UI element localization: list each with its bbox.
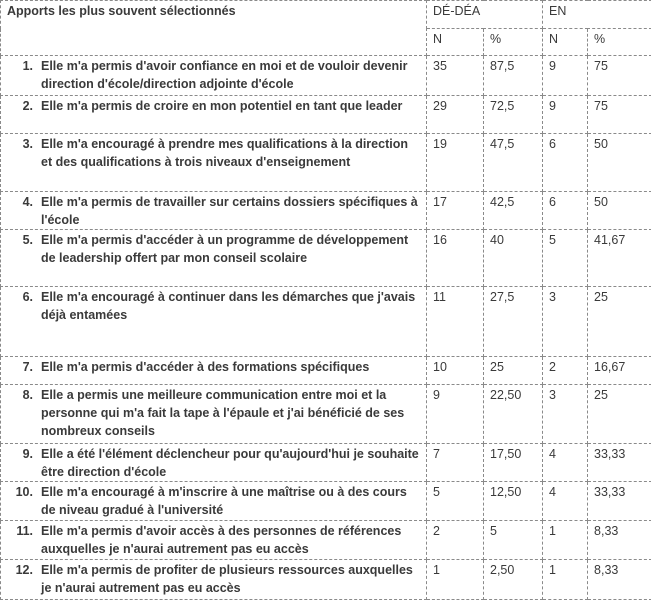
en-pct-cell: 25 xyxy=(588,385,651,444)
header-title: Apports les plus souvent sélectionnés xyxy=(1,1,427,56)
header-row xyxy=(1,1,651,29)
dea-pct-cell: 27,5 xyxy=(484,287,543,357)
en-pct-cell: 33,33 xyxy=(588,444,651,482)
item-number: 6. xyxy=(22,290,33,304)
item-cell xyxy=(1,385,427,444)
en-n-cell: 6 xyxy=(543,134,588,192)
header-group-en: EN xyxy=(543,1,651,29)
item-text: Elle m'a encouragé à m'inscrire à une maîtrise ou à des cours de niveau gradué à l'université xyxy=(41,485,407,517)
header-en-pct: % xyxy=(588,29,651,56)
dea-n-cell: 35 xyxy=(427,56,484,96)
en-n-cell: 1 xyxy=(543,560,588,600)
en-n-cell: 1 xyxy=(543,521,588,560)
en-n-cell: 4 xyxy=(543,482,588,521)
table-row xyxy=(1,444,651,482)
dea-n-cell: 5 xyxy=(427,482,484,521)
dea-n-cell: 7 xyxy=(427,444,484,482)
item-cell xyxy=(1,230,427,287)
item-text: Elle m'a permis de travailler sur certains dossiers spécifiques à l'école xyxy=(41,195,418,227)
item-cell xyxy=(1,56,427,96)
item-text: Elle m'a permis d'avoir accès à des personnes de références auxquelles je n'aurai autrement pas eu accès xyxy=(41,524,402,556)
dea-pct-cell: 25 xyxy=(484,357,543,385)
item-text: Elle m'a permis de croire en mon potentiel en tant que leader xyxy=(41,99,403,113)
dea-pct-cell: 40 xyxy=(484,230,543,287)
item-cell xyxy=(1,96,427,134)
header-en-n: N xyxy=(543,29,588,56)
en-pct-cell: 75 xyxy=(588,96,651,134)
dea-pct-cell: 87,5 xyxy=(484,56,543,96)
item-number: 11. xyxy=(16,524,33,538)
item-cell xyxy=(1,287,427,357)
dea-pct-cell: 17,50 xyxy=(484,444,543,482)
item-number: 3. xyxy=(22,137,33,151)
dea-n-cell: 11 xyxy=(427,287,484,357)
item-text: Elle m'a permis d'accéder à des formations spécifiques xyxy=(41,360,370,374)
en-pct-cell: 75 xyxy=(588,56,651,96)
item-text: Elle m'a permis de profiter de plusieurs ressources auxquelles je n'aurai autrement pas eu accès xyxy=(41,563,413,595)
item-cell xyxy=(1,357,427,385)
en-n-cell: 4 xyxy=(543,444,588,482)
item-cell xyxy=(1,134,427,192)
item-number: 8. xyxy=(22,388,33,402)
en-n-cell: 6 xyxy=(543,192,588,230)
table-row xyxy=(1,482,651,521)
dea-pct-cell: 5 xyxy=(484,521,543,560)
en-pct-cell: 8,33 xyxy=(588,521,651,560)
header-group-dea: DÉ-DÉA xyxy=(427,1,543,29)
item-cell xyxy=(1,560,427,600)
item-number: 9. xyxy=(22,447,33,461)
en-pct-cell: 25 xyxy=(588,287,651,357)
table-row xyxy=(1,96,651,134)
en-n-cell: 3 xyxy=(543,385,588,444)
en-n-cell: 3 xyxy=(543,287,588,357)
table-row xyxy=(1,357,651,385)
en-pct-cell: 50 xyxy=(588,192,651,230)
dea-n-cell: 2 xyxy=(427,521,484,560)
dea-n-cell: 10 xyxy=(427,357,484,385)
item-text: Elle m'a permis d'accéder à un programme de développement de leadership offert par mon conseil scolaire xyxy=(41,233,409,265)
header-dea-pct: % xyxy=(484,29,543,56)
table-row xyxy=(1,56,651,96)
en-pct-cell: 33,33 xyxy=(588,482,651,521)
item-number: 12. xyxy=(15,563,33,577)
item-text: Elle m'a permis d'avoir confiance en moi et de vouloir devenir direction d'école/direction adjointe d'école xyxy=(41,59,408,91)
item-number: 5. xyxy=(22,233,33,247)
dea-pct-cell: 47,5 xyxy=(484,134,543,192)
table-row xyxy=(1,134,651,192)
item-cell xyxy=(1,482,427,521)
en-n-cell: 9 xyxy=(543,56,588,96)
dea-n-cell: 19 xyxy=(427,134,484,192)
dea-n-cell: 16 xyxy=(427,230,484,287)
dea-pct-cell: 22,50 xyxy=(484,385,543,444)
dea-n-cell: 9 xyxy=(427,385,484,444)
en-n-cell: 5 xyxy=(543,230,588,287)
en-n-cell: 2 xyxy=(543,357,588,385)
item-number: 4. xyxy=(22,195,33,209)
dea-pct-cell: 72,5 xyxy=(484,96,543,134)
item-cell xyxy=(1,521,427,560)
table-row xyxy=(1,192,651,230)
table-row xyxy=(1,560,651,600)
item-cell xyxy=(1,192,427,230)
table-row xyxy=(1,230,651,287)
dea-n-cell: 17 xyxy=(427,192,484,230)
dea-pct-cell: 42,5 xyxy=(484,192,543,230)
en-pct-cell: 41,67 xyxy=(588,230,651,287)
table-row xyxy=(1,287,651,357)
item-text: Elle m'a encouragé à prendre mes qualifications à la direction et des qualifications à trois niveaux d'enseignement xyxy=(41,137,408,169)
item-number: 2. xyxy=(22,99,33,113)
dea-pct-cell: 12,50 xyxy=(484,482,543,521)
en-pct-cell: 50 xyxy=(588,134,651,192)
item-number: 10. xyxy=(15,485,33,499)
en-n-cell: 9 xyxy=(543,96,588,134)
en-pct-cell: 16,67 xyxy=(588,357,651,385)
dea-n-cell: 29 xyxy=(427,96,484,134)
dea-pct-cell: 2,50 xyxy=(484,560,543,600)
en-pct-cell: 8,33 xyxy=(588,560,651,600)
dea-n-cell: 1 xyxy=(427,560,484,600)
item-number: 1. xyxy=(22,59,33,73)
item-cell xyxy=(1,444,427,482)
header-dea-n: N xyxy=(427,29,484,56)
item-text: Elle m'a encouragé à continuer dans les démarches que j'avais déjà entamées xyxy=(41,290,416,322)
item-text: Elle a été l'élément déclencheur pour qu'aujourd'hui je souhaite être direction d'école xyxy=(41,447,419,479)
table-row xyxy=(1,521,651,560)
item-number: 7. xyxy=(22,360,33,374)
table-row xyxy=(1,385,651,444)
item-text: Elle a permis une meilleure communication entre moi et la personne qui m'a fait la tape à l'épaule et j'ai bénéficié de ses nombreux conseils xyxy=(41,388,405,438)
